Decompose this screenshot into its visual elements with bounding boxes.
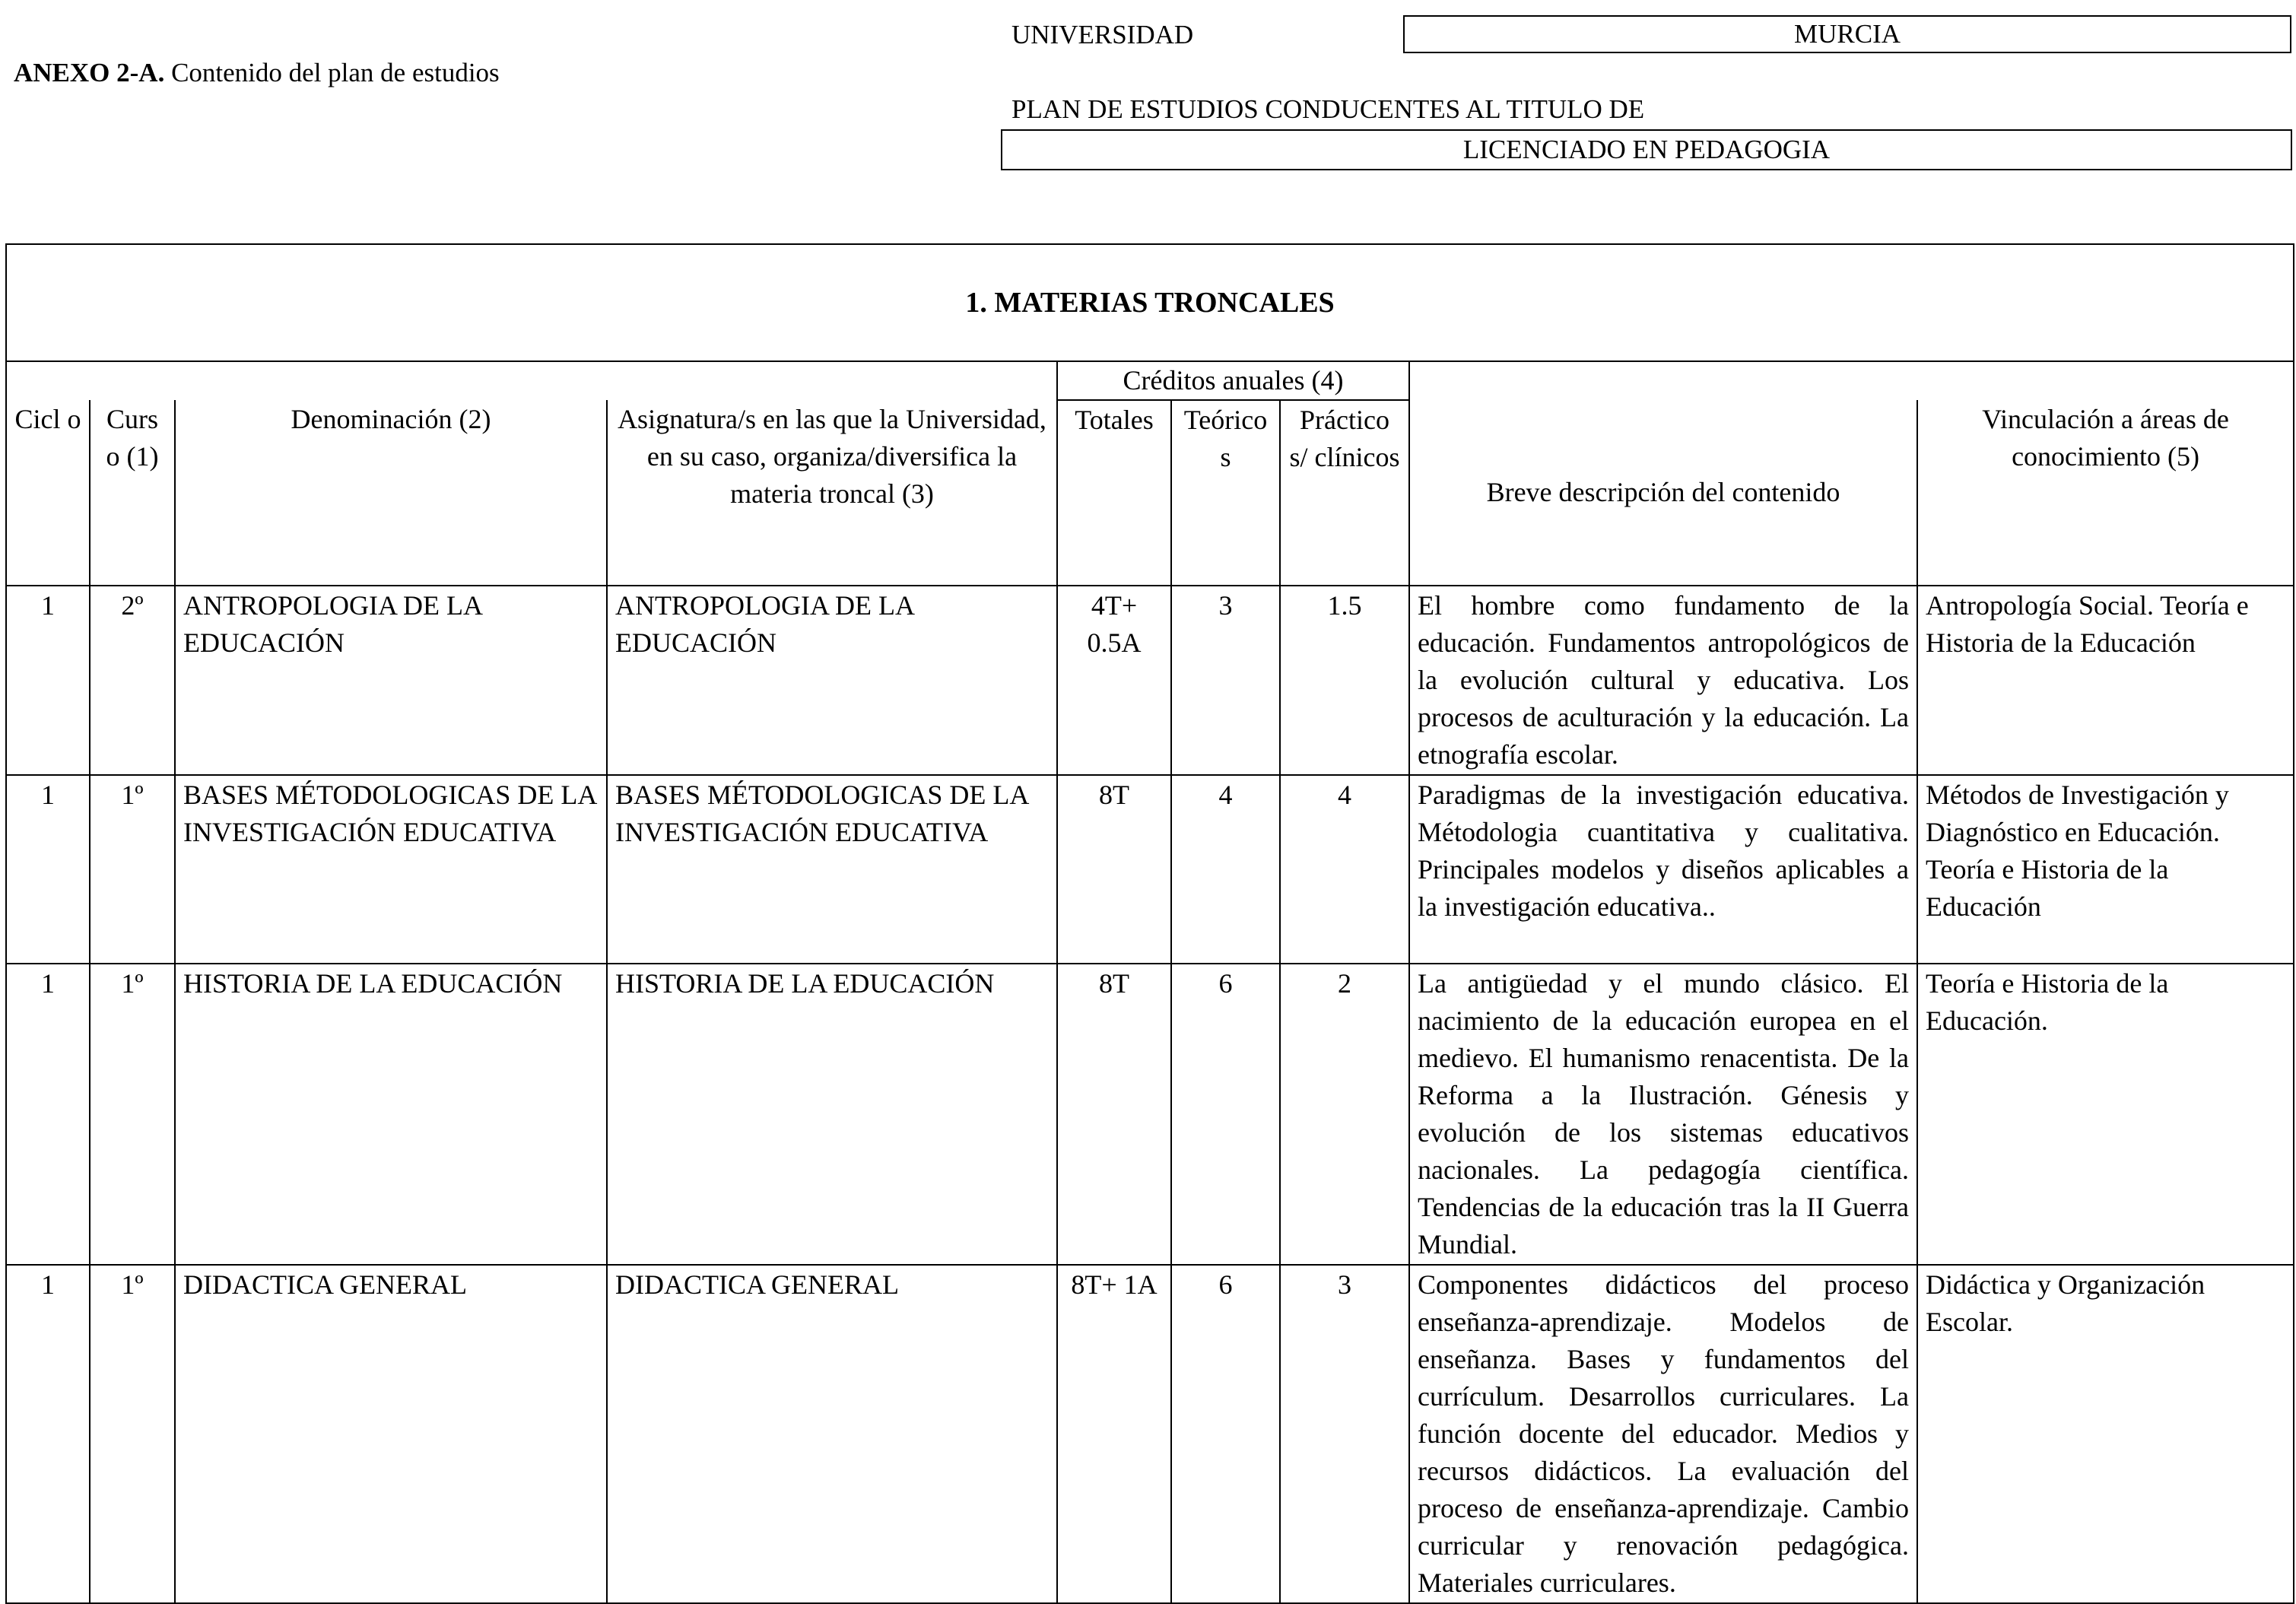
annex-label: ANEXO 2-A. [14, 58, 165, 87]
cell-practicos: 2 [1280, 964, 1409, 1265]
table-row [6, 964, 2294, 1265]
cell-totales: 8T [1057, 775, 1171, 964]
col-asignatura: Asignatura/s en las que la Universidad, en su caso, organiza/diversifica la materia troncal (3) [607, 400, 1057, 586]
column-header-row [6, 400, 2294, 586]
cell-totales: 8T+ 1A [1057, 1265, 1171, 1603]
cell-vinculacion: Antropología Social. Teoría e Historia de la Educación [1917, 586, 2294, 775]
cell-practicos: 1.5 [1280, 586, 1409, 775]
cell-teoricos: 6 [1171, 1265, 1280, 1603]
cell-descripcion: Paradigmas de la investigación educativa. Métodologia cuantitativa y cualitativa. Principales modelos y diseños aplicables a la investigación educativa.. [1409, 775, 1917, 964]
cell-descripcion: El hombre como fundamento de la educación. Fundamentos antropológicos de la evolución cultural y educativa. Los procesos de aculturación y la educación. La etnografía escolar. [1409, 586, 1917, 775]
cell-descripcion: La antigüedad y el mundo clásico. El nacimiento de la educación europea en el medievo. El humanismo renacentista. De la Reforma a la Ilustración. Génesis y evolución de los sistemas educativos nacionales. La pedagogía científica. Tendencias de la educación tras la II Guerra Mundial. [1409, 964, 1917, 1265]
creditos-header: Créditos anuales (4) [1057, 361, 1409, 400]
cell-ciclo: 1 [6, 964, 90, 1265]
plan-label: PLAN DE ESTUDIOS CONDUCENTES AL TITULO DE [1011, 94, 1645, 124]
col-denominacion: Denominación (2) [175, 400, 607, 586]
creditos-header-row [6, 361, 2294, 400]
col-descripcion: Breve descripción del contenido [1409, 400, 1917, 586]
cell-curso: 1º [90, 964, 175, 1265]
cell-curso: 2º [90, 586, 175, 775]
cell-practicos: 3 [1280, 1265, 1409, 1603]
col-totales: Totales [1057, 400, 1171, 586]
titulo-value: LICENCIADO EN PEDAGOGIA [1001, 129, 2292, 170]
cell-vinculacion: Didáctica y Organización Escolar. [1917, 1265, 2294, 1603]
cell-asignatura: HISTORIA DE LA EDUCACIÓN [607, 964, 1057, 1265]
col-ciclo: Cicl o [6, 400, 90, 586]
materias-troncales-table [5, 243, 2294, 1604]
cell-denominacion: BASES MÉTODOLOGICAS DE LA INVESTIGACIÓN EDUCATIVA [175, 775, 607, 964]
universidad-value: MURCIA [1403, 15, 2291, 53]
cell-asignatura: ANTROPOLOGIA DE LA EDUCACIÓN [607, 586, 1057, 775]
cell-vinculacion: Teoría e Historia de la Educación. [1917, 964, 2294, 1265]
section-title-row [6, 244, 2294, 361]
cell-practicos: 4 [1280, 775, 1409, 964]
cell-totales: 4T+ 0.5A [1057, 586, 1171, 775]
cell-teoricos: 4 [1171, 775, 1280, 964]
cell-asignatura: BASES MÉTODOLOGICAS DE LA INVESTIGACIÓN EDUCATIVA [607, 775, 1057, 964]
blank-header-cell-right [1409, 361, 2294, 400]
cell-totales: 8T [1057, 964, 1171, 1265]
cell-denominacion: DIDACTICA GENERAL [175, 1265, 607, 1603]
annex-description: Contenido del plan de estudios [164, 58, 500, 87]
col-practicos: Práctico s/ clínicos [1280, 400, 1409, 586]
col-curso: Curs o (1) [90, 400, 175, 586]
blank-header-cell [6, 361, 1057, 400]
col-vinculacion: Vinculación a áreas de conocimiento (5) [1917, 400, 2294, 586]
cell-vinculacion: Métodos de Investigación y Diagnóstico en Educación. Teoría e Historia de la Educación [1917, 775, 2294, 964]
cell-descripcion: Componentes didácticos del proceso enseñanza-aprendizaje. Modelos de enseñanza. Bases y fundamentos del currículum. Desarrollos curriculares. La función docente del educador. Medios y recursos didácticos. La evaluación del proceso de enseñanza-aprendizaje. Cambio curricular y renovación pedagógica. Materiales curriculares. [1409, 1265, 1917, 1603]
annex-heading [14, 58, 500, 88]
cell-curso: 1º [90, 1265, 175, 1603]
cell-asignatura: DIDACTICA GENERAL [607, 1265, 1057, 1603]
table-row [6, 1265, 2294, 1603]
cell-denominacion: ANTROPOLOGIA DE LA EDUCACIÓN [175, 586, 607, 775]
cell-teoricos: 3 [1171, 586, 1280, 775]
universidad-label: UNIVERSIDAD [1011, 20, 1194, 49]
cell-teoricos: 6 [1171, 964, 1280, 1265]
cell-ciclo: 1 [6, 1265, 90, 1603]
table-row [6, 775, 2294, 964]
cell-ciclo: 1 [6, 586, 90, 775]
cell-curso: 1º [90, 775, 175, 964]
section-title: 1. MATERIAS TRONCALES [6, 244, 2294, 361]
table-row [6, 586, 2294, 775]
cell-ciclo: 1 [6, 775, 90, 964]
cell-denominacion: HISTORIA DE LA EDUCACIÓN [175, 964, 607, 1265]
col-teoricos: Teórico s [1171, 400, 1280, 586]
